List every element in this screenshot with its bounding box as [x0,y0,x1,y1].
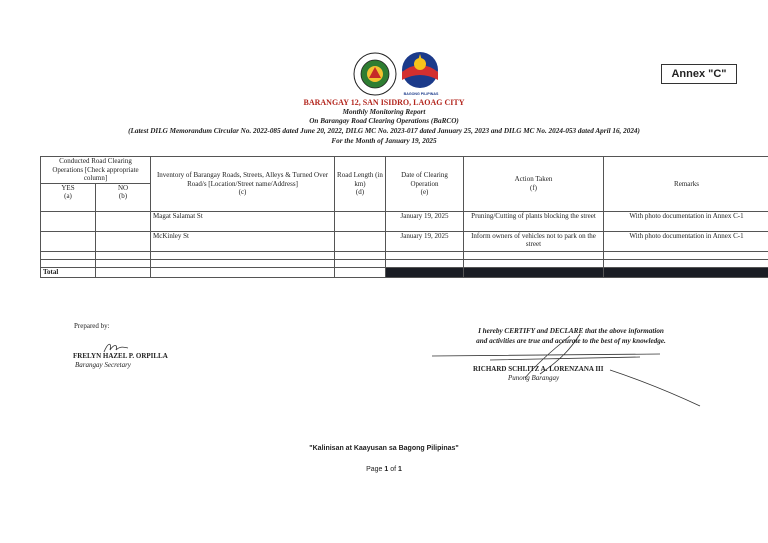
total-label: Total [41,267,96,277]
table-row [41,211,768,231]
bagong-pilipinas-caption: BAGONG PILIPINAS [403,92,439,96]
street-cell: Magat Salamat St [151,211,335,231]
remarks-cell: With photo documentation in Annex C-1 [604,231,768,251]
secretary-name: FRELYN HAZEL P. ORPILLA [73,352,168,360]
col-yes-header: YES (a) [41,183,96,211]
col-remarks-header: Remarks [604,157,768,212]
report-subtitle: On Barangay Road Clearing Operations (BaRCO) [309,117,459,125]
date-cell: January 19, 2025 [386,231,464,251]
barangay-seal-logo [353,52,397,96]
monitoring-table [40,156,768,278]
annex-label: Annex "C" [661,64,737,84]
page-indicator: Page 1 of 1 [366,466,402,473]
col-action-header: Action Taken (f) [464,157,604,212]
table-row-empty [41,251,768,259]
certification-statement: I hereby CERTIFY and DECLARE that the above information and activities are true and accurate to the best of my knowledge. [476,327,666,345]
street-cell: McKinley St [151,231,335,251]
punong-barangay-position: Punong Barangay [508,374,560,382]
action-cell: Pruning/Cutting of plants blocking the street [464,211,604,231]
secretary-position: Barangay Secretary [75,361,131,369]
table-row-empty [41,259,768,267]
col-conducted-header: Conducted Road Clearing Operations [Check appropriate column] [41,157,151,184]
table-total-row [41,267,768,277]
col-no-header: NO (b) [96,183,151,211]
col-inventory-header: Inventory of Barangay Roads, Streets, Alleys & Turned Over Road/s [Location/Street name/Address] (c) [151,157,335,212]
report-period: For the Month of January 19, 2025 [331,137,437,145]
col-date-header: Date of Clearing Operation (e) [386,157,464,212]
action-cell: Inform owners of vehicles not to park on the street [464,231,604,251]
remarks-cell: With photo documentation in Annex C-1 [604,211,768,231]
table-row [41,231,768,251]
memo-reference: (Latest DILG Memorandum Circular No. 2022-085 dated June 20, 2022, DILG MC No. 2023-017 dated January 25, 2023 and DILG MC No. 2024-053 dated April 16, 2024) [128,127,640,135]
slogan: "Kalinisan at Kaayusan sa Bagong Pilipinas" [309,445,459,452]
punong-barangay-name: RICHARD SCHLITZ A. LORENZANA III [473,365,604,373]
barangay-name: BARANGAY 12, SAN ISIDRO, LAOAG CITY [303,98,465,107]
date-cell: January 19, 2025 [386,211,464,231]
prepared-by-label: Prepared by: [74,322,110,330]
report-title: Monthly Monitoring Report [342,108,426,116]
bagong-pilipinas-logo [400,50,440,92]
col-length-header: Road Length (in km) (d) [335,157,386,212]
